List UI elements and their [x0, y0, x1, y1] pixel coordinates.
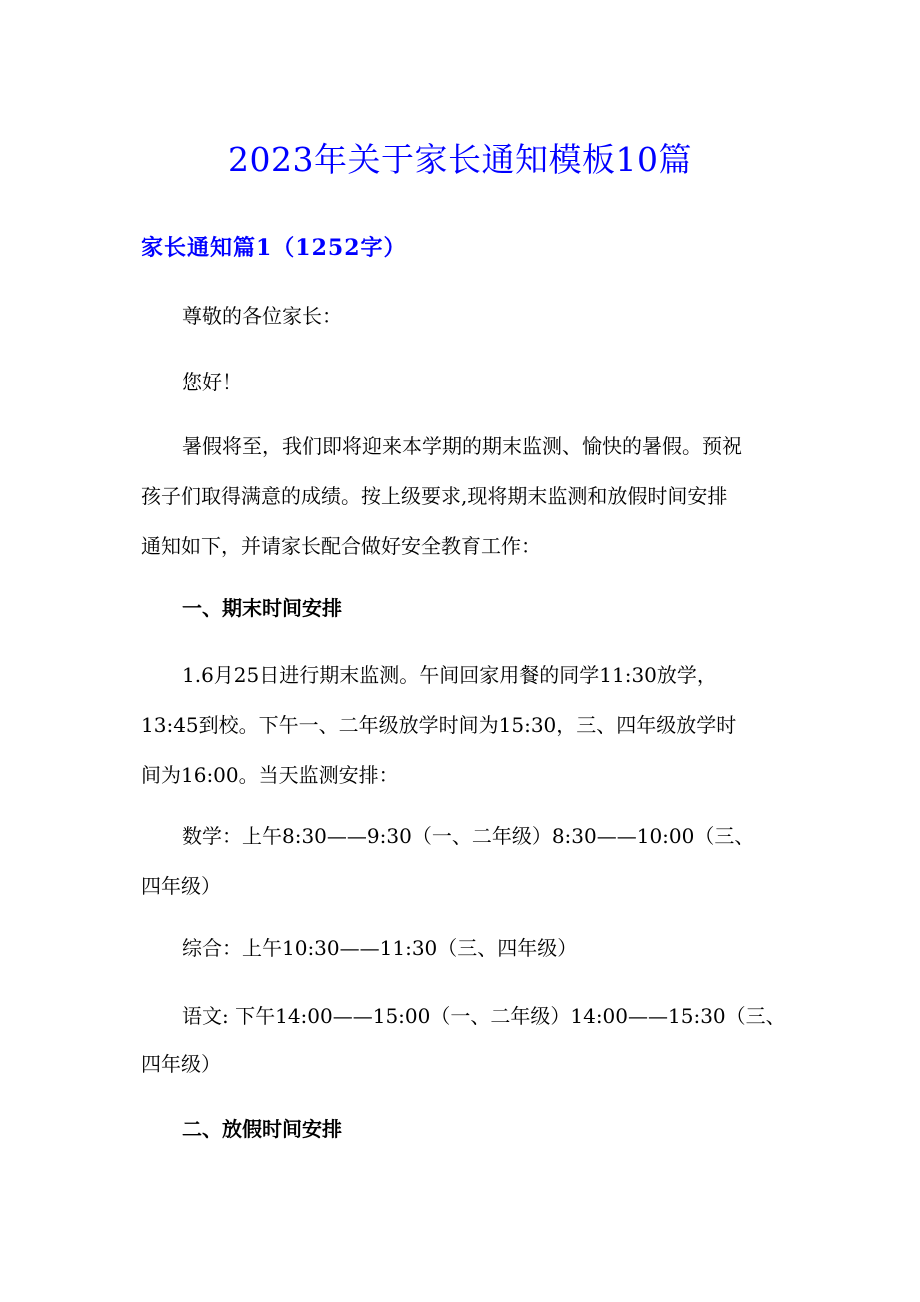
- intro-line-1: 暑假将至，我们即将迎来本学期的期末监测、愉快的暑假。预祝: [182, 434, 742, 458]
- chinese-line-1: 语文: 下午14:00——15:00（一、二年级）14:00——15:30（三、: [182, 1004, 786, 1028]
- document-title: 2023年关于家长通知模板10篇: [228, 140, 692, 179]
- heading-holiday: 二、放假时间安排: [182, 1117, 342, 1141]
- intro-line-2: 孩子们取得满意的成绩。按上级要求,现将期末监测和放假时间安排: [141, 484, 728, 508]
- hello: 您好！: [182, 370, 242, 394]
- item-1-line-2: 13:45到校。下午一、二年级放学时间为15:30，三、四年级放学时: [141, 713, 737, 737]
- general-line: 综合：上午10:30——11:30（三、四年级）: [182, 936, 578, 960]
- intro-line-3: 通知如下，并请家长配合做好安全教育工作：: [141, 534, 541, 558]
- greeting: 尊敬的各位家长：: [182, 304, 342, 328]
- math-line-2: 四年级）: [141, 874, 221, 898]
- math-line-1: 数学：上午8:30——9:30（一、二年级）8:30——10:00（三、: [182, 824, 755, 848]
- item-1-line-1: 1.6月25日进行期末监测。午间回家用餐的同学11:30放学，: [182, 663, 717, 687]
- chinese-line-2: 四年级）: [141, 1052, 221, 1076]
- heading-schedule: 一、期末时间安排: [182, 596, 342, 620]
- item-1-line-3: 间为16:00。当天监测安排：: [141, 763, 399, 787]
- section-heading: 家长通知篇1（1252字）: [141, 235, 407, 261]
